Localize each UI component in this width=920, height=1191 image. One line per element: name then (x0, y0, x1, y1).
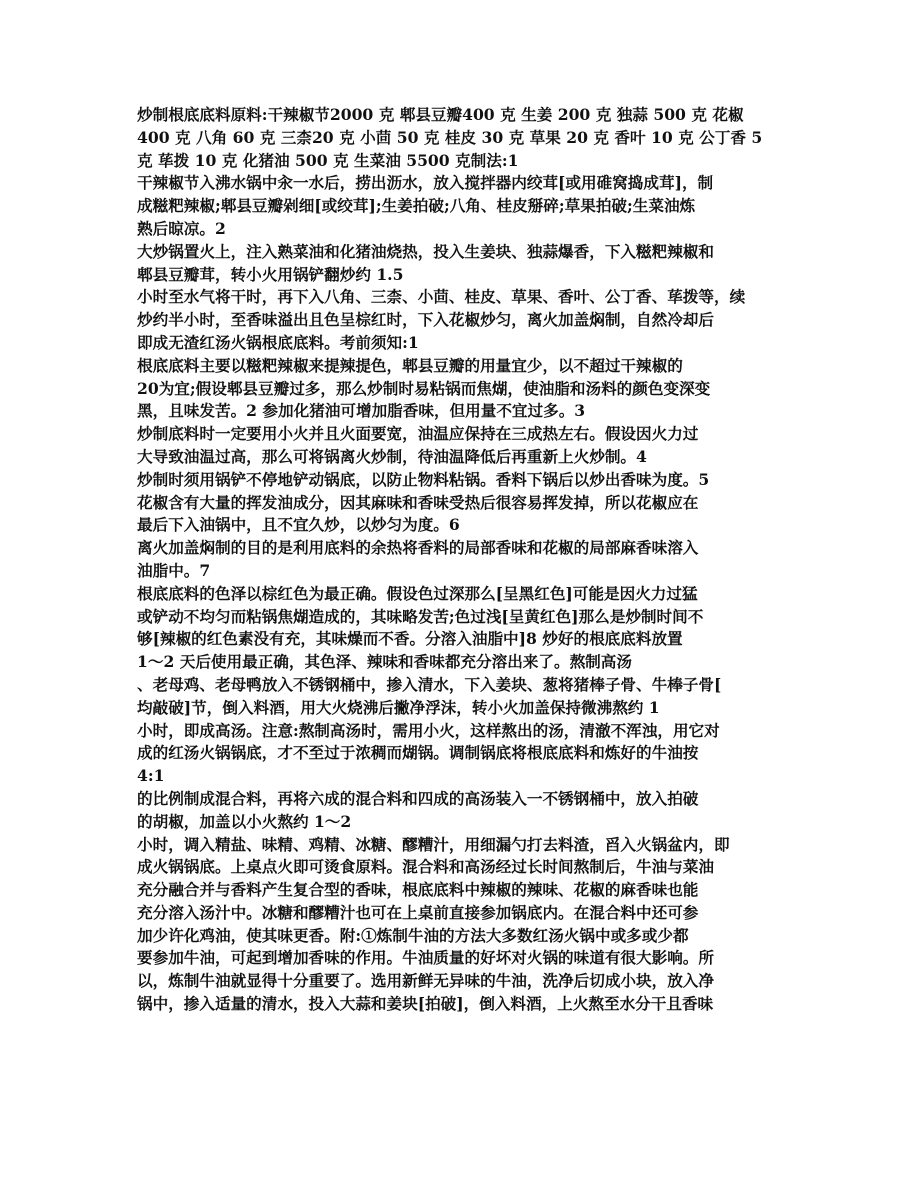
text-line: 即成无渣红汤火锅根底底料。考前须知:1 (137, 332, 419, 352)
text-line: 最后下入油锅中，且不宜久炒，以炒匀为度。6 (137, 515, 460, 535)
text-line: 、老母鸡、老母鸭放入不锈钢桶中，掺入清水，下入姜块、葱将猪棒子骨、牛棒子骨[ (137, 674, 722, 694)
text-line: 大导致油温过高，那么可将锅离火炒制，待油温降低后再重新上火炒制。4 (137, 446, 647, 466)
text-line: 20为宜;假设郫县豆瓣过多，那么炒制时易粘锅而焦煳，使油脂和汤料的颜色变深变 (137, 378, 711, 398)
text-line: 小时至水气将干时，再下入八角、三柰、小茴、桂皮、草果、香叶、公丁香、荜拨等，续 (137, 287, 746, 307)
text-line: 成的红汤火锅锅底，才不至过于浓稠而煳锅。调制锅底将根底底料和炼好的牛油按 (137, 743, 699, 763)
text-line: 4:1 (137, 766, 165, 786)
text-line: 要参加牛油，可起到增加香味的作用。牛油质量的好坏对火锅的味道有很大影响。所 (137, 948, 714, 968)
text-line: 熟后晾凉。2 (137, 218, 226, 238)
text-line: 以，炼制牛油就显得十分重要了。选用新鲜无异味的牛油，洗净后切成小块，放入净 (137, 971, 714, 991)
text-line: 加少许化鸡油，使其味更香。附:①炼制牛油的方法大多数红汤火锅中或多或少都 (137, 925, 689, 945)
text-line: 1～2 天后使用最正确，其色泽、辣味和香味都充分溶出来了。熬制高汤 (137, 652, 632, 672)
text-line: 锅中，掺入适量的清水，投入大蒜和姜块[拍破]，倒入料酒，上火熬至水分干且香味 (137, 994, 714, 1014)
text-line: 干辣椒节入沸水锅中汆一水后，捞出沥水，放入搅拌器内绞茸[或用碓窝捣成茸]，制 (137, 173, 714, 193)
text-line: 够[辣椒的红色素没有充，其味燥而不香。分溶入油脂中]8 炒好的根底底料放置 (137, 629, 683, 649)
text-body (137, 104, 785, 1016)
text-line: 炒约半小时，至香味溢出且色呈棕红时，下入花椒炒匀，离火加盖焖制，自然冷却后 (137, 310, 714, 330)
text-line: 的胡椒，加盖以小火熬约 1～2 (137, 811, 352, 831)
text-line: 克 荜拨 10 克 化猪油 500 克 生菜油 5500 克制法:1 (137, 150, 519, 170)
text-line: 黑，且味发苦。2 参加化猪油可增加脂香味，但用量不宜过多。3 (137, 401, 586, 421)
text-line: 根底底料的色泽以棕红色为最正确。假设色过深那么[呈黑红色]可能是因火力过猛 (137, 583, 698, 603)
text-line: 炒制底料时一定要用小火并且火面要宽，油温应保持在三成热左右。假设因火力过 (137, 424, 699, 444)
text-line: 或铲动不均匀而粘锅焦煳造成的，其味略发苦;色过浅[呈黄红色]那么是炒制时间不 (137, 606, 704, 626)
text-line: 充分融合并与香料产生复合型的香味，根底底料中辣椒的辣味、花椒的麻香味也能 (137, 880, 699, 900)
text-line: 400 克 八角 60 克 三柰20 克 小茴 50 克 桂皮 30 克 草果 20 克 香叶 10 克 公丁香 5 (137, 127, 763, 147)
text-line: 花椒含有大量的挥发油成分，因其麻味和香味受热后很容易挥发掉，所以花椒应在 (137, 492, 699, 512)
text-line: 充分溶入汤汁中。冰糖和醪糟汁也可在上桌前直接参加锅底内。在混合料中还可参 (137, 902, 699, 922)
text-line: 炒制时须用锅铲不停地铲动锅底，以防止物料粘锅。香料下锅后以炒出香味为度。5 (137, 469, 710, 489)
text-line: 小时，即成高汤。注意:熬制高汤时，需用小火，这样熬出的汤，清澈不浑浊，用它对 (137, 720, 720, 740)
text-line: 成糍粑辣椒;郫县豆瓣剁细[或绞茸];生姜拍破;八角、桂皮掰碎;草果拍破;生菜油炼 (137, 196, 696, 216)
text-line: 的比例制成混合料，再将六成的混合料和四成的高汤装入一不锈钢桶中，放入拍破 (137, 788, 699, 808)
text-line: 根底底料主要以糍粑辣椒来提辣提色，郫县豆瓣的用量宜少，以不超过干辣椒的 (137, 355, 683, 375)
text-line: 郫县豆瓣茸，转小火用锅铲翻炒约 1.5 (137, 264, 404, 284)
text-line: 离火加盖焖制的目的是利用底料的余热将香料的局部香味和花椒的局部麻香味溶入 (137, 538, 699, 558)
text-line: 均敲破]节，倒入料酒，用大火烧沸后撇净浮沫，转小火加盖保持微沸熬约 1 (137, 697, 660, 717)
text-line: 炒制根底底料原料:干辣椒节2000 克 郫县豆瓣400 克 生姜 200 克 独蒜 500 克 花椒 (137, 105, 744, 124)
text-line: 油脂中。7 (137, 560, 211, 580)
text-line: 大炒锅置火上，注入熟菜油和化猪油烧热，投入生姜块、独蒜爆香，下入糍粑辣椒和 (137, 241, 714, 261)
text-line: 小时，调入精盐、味精、鸡精、冰糖、醪糟汁，用细漏勺打去料渣，舀入火锅盆内，即 (137, 834, 730, 854)
text-line: 成火锅锅底。上桌点火即可烫食原料。混合料和高汤经过长时间熬制后，牛油与菜油 (137, 857, 714, 877)
